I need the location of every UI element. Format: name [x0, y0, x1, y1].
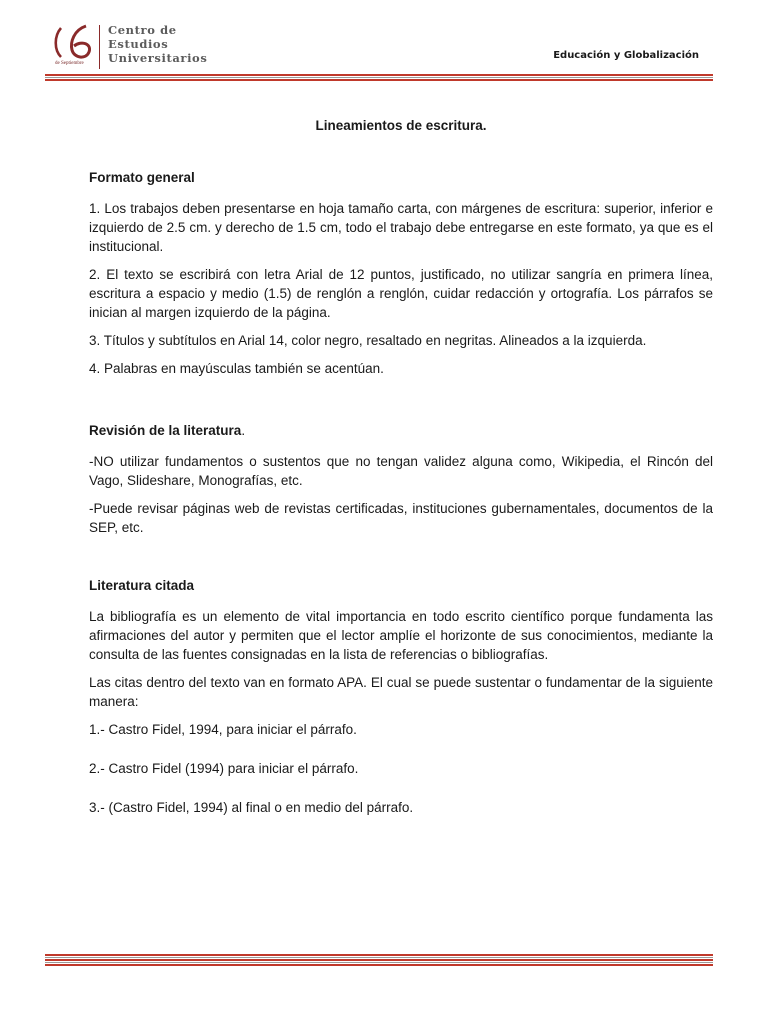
paragraph: 3. Títulos y subtítulos en Arial 14, color negro, resaltado en negritas. Alineados a la izquierda.	[89, 333, 647, 348]
page-header	[0, 0, 768, 90]
logo-line-1: Centro de	[108, 23, 177, 37]
citation-examples	[89, 720, 713, 817]
section-heading-formato: Formato general	[89, 170, 195, 185]
list-item: 2.- Castro Fidel (1994) para iniciar el párrafo.	[89, 761, 359, 776]
paragraph: -NO utilizar fundamentos o sustentos que no tengan validez alguna como, Wikipedia, el Rincón del Vago, Slideshare, Monografías, etc.	[89, 454, 713, 488]
paragraph: La bibliografía es un elemento de vital importancia en todo escrito científico porque fundamenta las afirmaciones del autor y permiten que el lector amplíe el horizonte de sus conocimientos, mediante la consulta de las fuentes consignadas en la lista de referencias o bibliografías.	[89, 609, 713, 662]
logo-subtitle: de Septiembre	[55, 61, 84, 66]
paragraph: 1. Los trabajos deben presentarse en hoja tamaño carta, con márgenes de escritura: superior, inferior e izquierdo de 2.5 cm. y derecho de 1.5 cm, todo el trabajo debe entregarse en este formato, ya que es el institucional.	[89, 201, 713, 254]
paragraph: 2. El texto se escribirá con letra Arial de 12 puntos, justificado, no utilizar sangría en primera línea, escritura a espacio y medio (1.5) de renglón a renglón, cuidar redacción y ortografía. Los párrafos se inician al margen izquierdo de la página.	[89, 267, 713, 320]
logo-wordmark	[108, 23, 207, 65]
document-body	[89, 116, 713, 837]
document-title: Lineamientos de escritura.	[315, 118, 487, 133]
institution-logo	[52, 22, 242, 72]
list-item: 3.- (Castro Fidel, 1994) al final o en medio del párrafo.	[89, 800, 414, 815]
paragraph: 4. Palabras en mayúsculas también se acentúan.	[89, 361, 384, 376]
list-item: 1.- Castro Fidel, 1994, para iniciar el párrafo.	[89, 722, 357, 737]
logo-divider	[99, 25, 100, 69]
paragraph: -Puede revisar páginas web de revistas certificadas, instituciones gubernamentales, documentos de la SEP, etc.	[89, 501, 713, 535]
logo-line-3: Universitarios	[108, 51, 208, 65]
section-heading-revision: Revisión de la literatura.	[89, 423, 246, 438]
header-tagline: Educación y Globalización	[553, 50, 699, 61]
header-rule	[45, 74, 713, 82]
logo-line-2: Estudios	[108, 37, 169, 51]
section-heading-literatura: Literatura citada	[89, 578, 195, 593]
footer-rule	[45, 954, 713, 967]
paragraph: Las citas dentro del texto van en formato APA. El cual se puede sustentar o fundamentar de la siguiente manera:	[89, 675, 713, 709]
